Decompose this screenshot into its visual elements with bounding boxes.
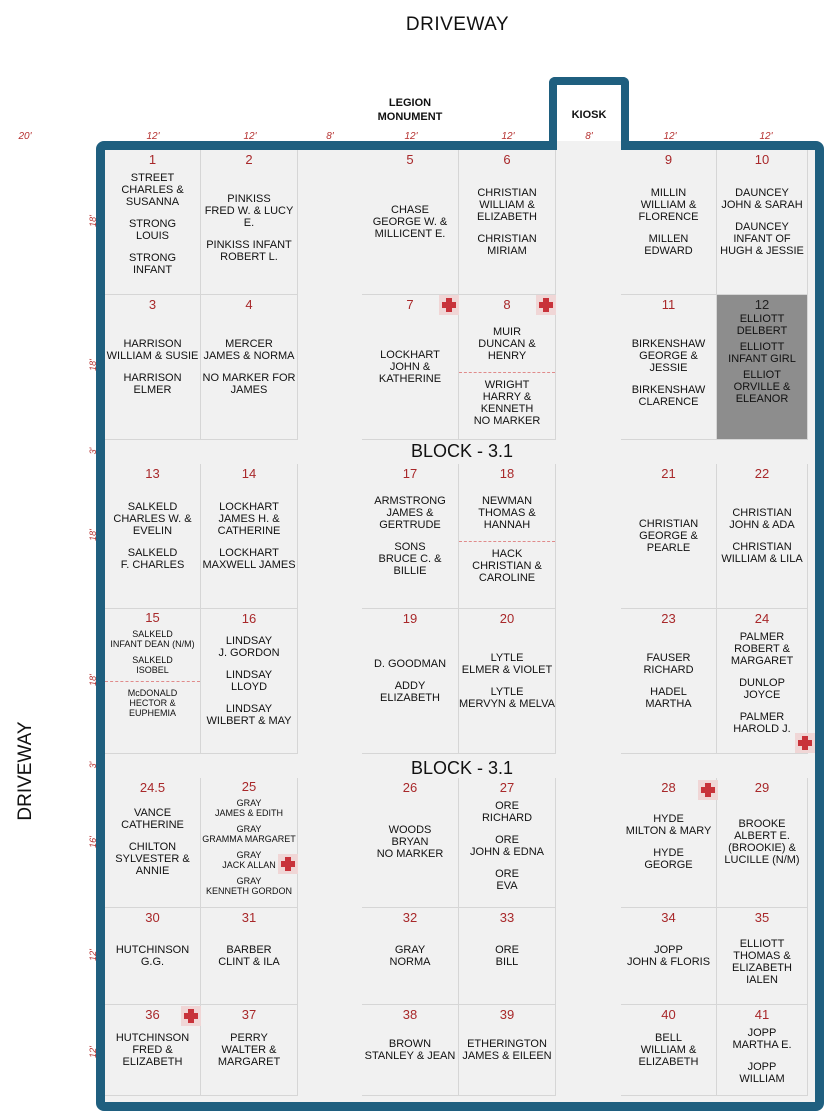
plot-number: 31	[241, 910, 257, 925]
plot-5[interactable]	[362, 150, 459, 295]
plot-6[interactable]	[459, 150, 556, 295]
driveway-top-label: DRIVEWAY	[405, 14, 510, 35]
plot-31[interactable]	[201, 908, 298, 1005]
side-dimension: 12'	[88, 1046, 98, 1058]
side-dimension: 12'	[88, 949, 98, 961]
top-dimension: 12'	[243, 131, 257, 142]
plot-number: 12	[754, 297, 770, 312]
marker-plot-8	[536, 295, 556, 315]
plot-29[interactable]	[717, 778, 808, 908]
plot-occupant: WOODS BRYAN NO MARKER	[376, 824, 444, 860]
plot-divider	[459, 372, 555, 373]
plot-occupant: LOCKHART JOHN & KATHERINE	[378, 348, 442, 385]
plot-number: 21	[661, 466, 676, 481]
plot-occupant: GRAY JAMES & EDITH	[214, 798, 283, 818]
plot-22[interactable]	[717, 464, 808, 609]
plot-21[interactable]	[621, 464, 717, 609]
plot-occupant: ELLIOTT THOMAS & ELIZABETH IALEN	[732, 937, 792, 986]
plot-occupant: NO MARKER FOR JAMES	[202, 371, 296, 396]
plot-number: 17	[402, 466, 418, 481]
plot-15[interactable]	[105, 609, 201, 754]
plot-number: 13	[145, 466, 160, 481]
plot-occupant: PINKISS FRED W. & LUCY E.	[204, 192, 294, 229]
plot-occupant: SALKELD INFANT DEAN (N/M)	[110, 629, 195, 649]
plot-occupant: CHRISTIAN WILLIAM & LILA	[721, 540, 803, 565]
plot-11[interactable]	[621, 295, 717, 440]
plot-number: 8	[503, 297, 511, 312]
top-dimension: 12'	[759, 131, 773, 142]
plot-occupant: JOPP WILLIAM	[739, 1061, 785, 1085]
top-dimension: 12'	[501, 131, 515, 142]
plot-occupant: HUTCHINSON G.G.	[115, 943, 190, 968]
plot-number: 27	[499, 780, 515, 795]
plot-occupant: NEWMAN THOMAS & HANNAH	[478, 494, 536, 531]
plot-occupant: JOPP MARTHA E.	[732, 1027, 792, 1051]
plot-4[interactable]	[201, 295, 298, 440]
plot-occupant: CHRISTIAN JOHN & ADA	[729, 506, 795, 531]
plot-occupant: STRONG INFANT	[128, 252, 177, 276]
plot-occupant: HYDE MILTON & MARY	[625, 813, 712, 837]
marker-plot-25	[278, 854, 298, 874]
plot-number: 38	[402, 1007, 418, 1022]
plot-occupant: PERRY WALTER & MARGARET	[217, 1031, 281, 1068]
plot-occupant: STRONG LOUIS	[128, 218, 177, 242]
plot-occupant: ARMSTRONG JAMES & GERTRUDE	[374, 494, 446, 531]
plot-16[interactable]	[201, 609, 298, 754]
plot-occupant: ORE BILL	[495, 943, 519, 968]
plot-occupant: SONS BRUCE C. & BILLIE	[378, 540, 442, 577]
plot-13[interactable]	[105, 464, 201, 609]
plot-occupant: CHRISTIAN WILLIAM & ELIZABETH	[477, 186, 537, 223]
plot-occupant: ORE EVA	[495, 868, 519, 892]
plot-occupant: HYDE GEORGE	[644, 847, 693, 871]
plot-occupant: PALMER HAROLD J.	[733, 711, 791, 735]
top-dimension: 20'	[18, 131, 32, 142]
plot-number: 7	[406, 297, 414, 312]
plot-number: 10	[754, 152, 770, 167]
side-dimension: 18'	[88, 359, 98, 371]
plot-number: 15	[145, 610, 160, 625]
plot-occupant: ORE RICHARD	[481, 800, 533, 824]
plot-occupant: CHRISTIAN MIRIAM	[477, 232, 537, 257]
marker-plot-36	[181, 1006, 201, 1026]
plot-20[interactable]	[459, 609, 556, 754]
plot-number: 3	[148, 297, 157, 312]
plot-number: 16	[241, 611, 257, 626]
plot-7[interactable]	[362, 295, 459, 440]
plot-occupant: LOCKHART JAMES H. & CATHERINE	[217, 500, 281, 537]
plot-number: 39	[499, 1007, 515, 1022]
plot-number: 20	[499, 611, 515, 626]
plot-occupant: MILLEN EDWARD	[644, 232, 693, 257]
plot-1[interactable]	[105, 150, 201, 295]
plot-occupant: PALMER ROBERT & MARGARET	[730, 631, 794, 667]
driveway-left-label: DRIVEWAY	[15, 721, 36, 821]
plot-18[interactable]	[459, 464, 556, 609]
plot-number: 30	[145, 910, 160, 925]
plot-24-5[interactable]	[105, 778, 201, 908]
plot-occupant: BIRKENSHAW GEORGE & JESSIE	[631, 337, 706, 374]
plot-number: 19	[402, 611, 418, 626]
side-dimension: 3'	[88, 447, 98, 455]
marker-plot-7	[439, 295, 459, 315]
plot-3[interactable]	[105, 295, 201, 440]
plot-number: 11	[661, 297, 676, 312]
plot-divider	[105, 681, 200, 682]
plot-2[interactable]	[201, 150, 298, 295]
plot-number: 32	[402, 910, 418, 925]
plot-9[interactable]	[621, 150, 717, 295]
block-label-upper: BLOCK - 3.1	[410, 441, 514, 461]
side-dimension: 3'	[88, 761, 98, 769]
plot-occupant: GRAY JACK ALLAN	[222, 850, 276, 870]
plot-occupant: HARRISON ELMER	[123, 371, 182, 396]
plot-39[interactable]	[459, 1005, 556, 1096]
plot-number: 22	[754, 466, 770, 481]
plot-number: 25	[241, 779, 257, 794]
plot-number: 14	[241, 466, 257, 481]
plot-occupant: HADEL MARTHA	[645, 685, 692, 710]
plot-number: 23	[661, 611, 676, 626]
plot-19[interactable]	[362, 609, 459, 754]
plot-occupant: BARBER CLINT & ILA	[218, 943, 280, 968]
plot-number: 5	[406, 152, 414, 167]
plot-8[interactable]	[459, 295, 556, 440]
plot-occupant: BROWN STANLEY & JEAN	[364, 1037, 456, 1062]
plot-27[interactable]	[459, 778, 556, 908]
plot-number: 35	[754, 910, 770, 925]
plot-number: 18	[499, 466, 515, 481]
plot-occupant: ELLIOTT DELBERT	[736, 313, 788, 337]
plot-14[interactable]	[201, 464, 298, 609]
plot-occupant: SALKELD ISOBEL	[132, 655, 173, 675]
plot-34[interactable]	[621, 908, 717, 1005]
plot-occupant: MILLIN WILLIAM & FLORENCE	[638, 186, 699, 223]
plot-occupant: WRIGHT HARRY & KENNETH NO MARKER	[473, 378, 541, 427]
plot-occupant: GRAY GRAMMA MARGARET	[202, 824, 296, 844]
plot-occupant: BROOKE ALBERT E. (BROOKIE) & LUCILLE (N/M)	[724, 818, 800, 866]
marker-plot-28	[698, 780, 718, 800]
plot-occupant: LYTLE MERVYN & MELVA	[459, 685, 555, 710]
plot-occupant: LINDSAY LLOYD	[225, 668, 273, 693]
plot-occupant: CHRISTIAN GEORGE & PEARLE	[638, 517, 699, 554]
plot-occupant: DAUNCEY JOHN & SARAH	[721, 186, 803, 211]
plot-occupant: GRAY KENNETH GORDON	[205, 876, 292, 896]
plot-occupant: DAUNCEY INFANT OF HUGH & JESSIE	[720, 220, 804, 257]
plot-35[interactable]	[717, 908, 808, 1005]
side-dimension: 16'	[88, 836, 98, 848]
plot-23[interactable]	[621, 609, 717, 754]
plot-occupant: BELL WILLIAM & ELIZABETH	[638, 1031, 699, 1068]
plot-occupant: FAUSER RICHARD	[643, 651, 694, 676]
plot-occupant: LINDSAY WILBERT & MAY	[206, 702, 292, 727]
side-dimension: 18'	[88, 529, 98, 541]
plot-occupant: HARRISON WILLIAM & SUSIE	[106, 337, 199, 362]
plot-number: 9	[664, 152, 673, 167]
plot-number: 24	[754, 611, 770, 626]
top-dimension: 12'	[663, 131, 677, 142]
plot-number: 34	[661, 910, 676, 925]
plot-occupant: MUIR DUNCAN & HENRY	[478, 325, 536, 362]
top-dimension: 12'	[146, 131, 160, 142]
plot-occupant: GRAY NORMA	[389, 943, 431, 968]
plot-30[interactable]	[105, 908, 201, 1005]
plot-number: 29	[754, 780, 770, 795]
kiosk-label: KIOSK	[571, 109, 607, 121]
plot-number: 36	[145, 1007, 160, 1022]
block-label-lower: BLOCK - 3.1	[410, 758, 514, 778]
plot-occupant: CHILTON SYLVESTER & ANNIE	[115, 841, 190, 877]
plot-25[interactable]	[201, 778, 298, 908]
plot-number: 33	[499, 910, 515, 925]
marker-plot-24	[795, 733, 815, 753]
plot-number: 41	[754, 1007, 770, 1022]
plot-occupant: VANCE CATHERINE	[121, 807, 184, 831]
plot-occupant: HUTCHINSON FRED & ELIZABETH	[115, 1031, 190, 1068]
plot-occupant: STREET CHARLES & SUSANNA	[121, 172, 184, 208]
plot-occupant: McDONALD HECTOR & EUPHEMIA	[127, 688, 178, 718]
plot-10[interactable]	[717, 150, 808, 295]
plot-occupant: JOPP JOHN & FLORIS	[626, 943, 711, 968]
plot-occupant: LYTLE ELMER & VIOLET	[461, 651, 553, 676]
side-dimension: 18'	[88, 215, 98, 227]
plot-occupant: ELLIOTT INFANT GIRL	[728, 341, 796, 365]
plot-number: 24.5	[139, 780, 166, 795]
plot-17[interactable]	[362, 464, 459, 609]
plot-number: 2	[245, 152, 253, 167]
plot-26[interactable]	[362, 778, 459, 908]
top-dimension: 12'	[404, 131, 418, 142]
legion-monument-label: LEGION MONUMENT	[377, 97, 443, 123]
side-dimension: 18'	[88, 674, 98, 686]
plot-37[interactable]	[201, 1005, 298, 1096]
plot-number: 37	[241, 1007, 257, 1022]
plot-32[interactable]	[362, 908, 459, 1005]
plot-12[interactable]	[717, 295, 808, 440]
plot-33[interactable]	[459, 908, 556, 1005]
plot-divider	[459, 541, 555, 542]
plot-occupant: DUNLOP JOYCE	[739, 677, 785, 701]
plot-occupant: SALKELD F. CHARLES	[120, 546, 185, 571]
plot-occupant: ELLIOT ORVILLE & ELEANOR	[733, 369, 791, 405]
plot-38[interactable]	[362, 1005, 459, 1096]
plot-occupant: ORE JOHN & EDNA	[470, 834, 544, 858]
plot-occupant: SALKELD CHARLES W. & EVELIN	[113, 500, 192, 537]
plot-occupant: CHASE GEORGE W. & MILLICENT E.	[372, 203, 448, 240]
plot-number: 40	[661, 1007, 676, 1022]
plot-number: 26	[402, 780, 418, 795]
plot-occupant: ETHERINGTON JAMES & EILEEN	[462, 1037, 552, 1062]
plot-40[interactable]	[621, 1005, 717, 1096]
plot-41[interactable]	[717, 1005, 808, 1096]
plot-number: 6	[503, 152, 511, 167]
plot-occupant: LINDSAY J. GORDON	[218, 634, 280, 659]
top-dimension: 8'	[326, 131, 334, 142]
plot-number: 28	[661, 780, 676, 795]
plot-occupant: ADDY ELIZABETH	[380, 679, 440, 704]
plot-occupant: HACK CHRISTIAN & CAROLINE	[472, 547, 542, 584]
plot-occupant: BIRKENSHAW CLARENCE	[631, 383, 706, 408]
plot-occupant: D. GOODMAN	[373, 657, 447, 670]
kiosk-gap	[557, 141, 621, 150]
plot-number: 4	[245, 297, 253, 312]
plot-occupant: LOCKHART MAXWELL JAMES	[202, 546, 296, 571]
plot-occupant: MERCER JAMES & NORMA	[203, 337, 295, 362]
top-dimension: 8'	[585, 131, 593, 142]
plot-occupant: PINKISS INFANT ROBERT L.	[206, 238, 292, 263]
plot-number: 1	[148, 152, 157, 167]
